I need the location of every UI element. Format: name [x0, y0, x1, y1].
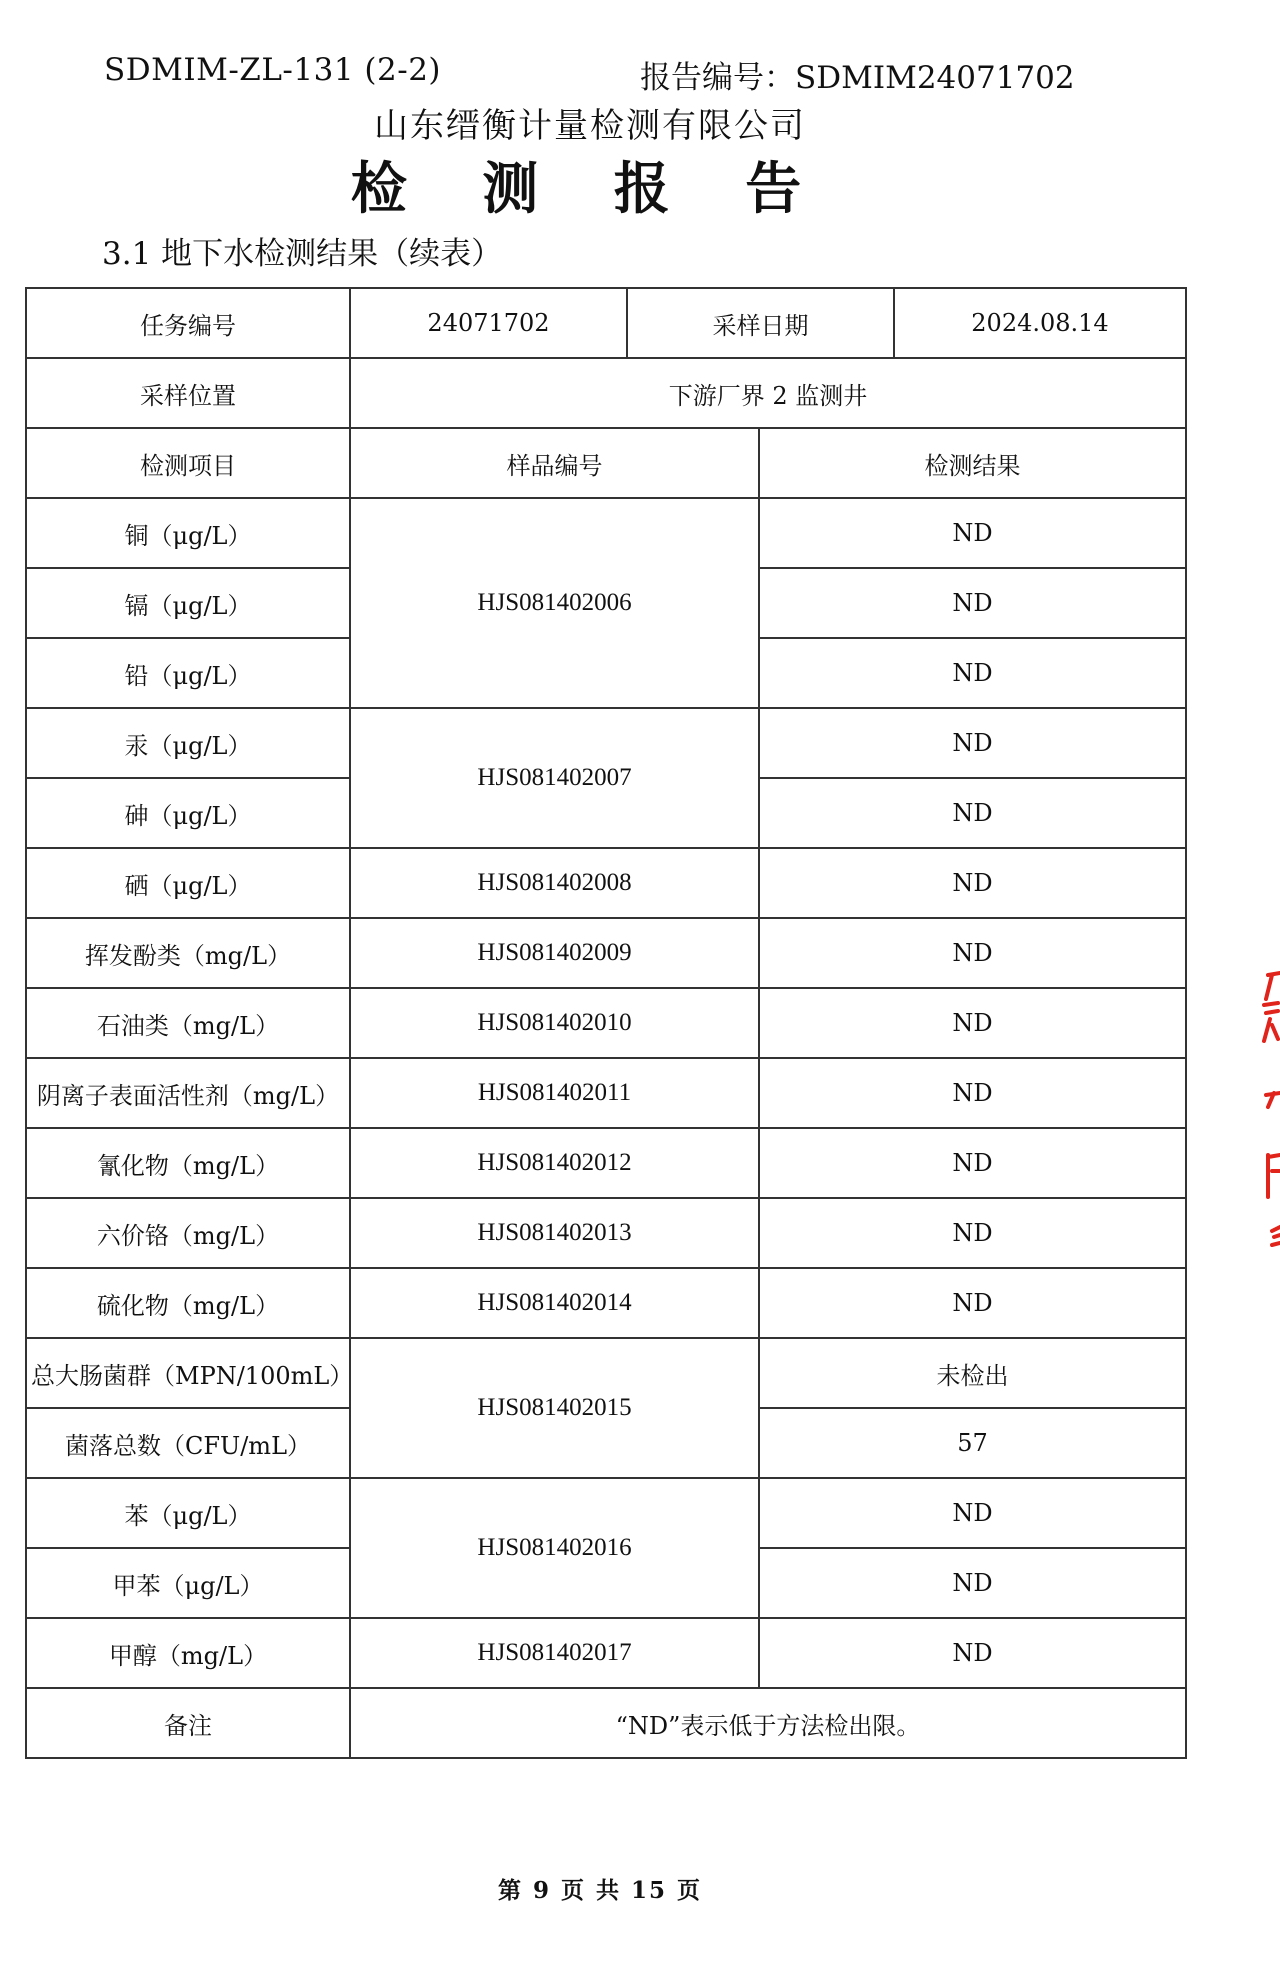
item-cell: 铜（μg/L）	[26, 498, 350, 568]
sample-cell: HJS081402006	[350, 498, 759, 708]
table-row	[26, 1058, 1186, 1128]
result-cell: 未检出	[759, 1338, 1186, 1408]
result-cell: ND	[759, 1058, 1186, 1128]
seal-stamp-fragment	[1254, 965, 1280, 1265]
item-cell: 石油类（mg/L）	[26, 988, 350, 1058]
table-row	[26, 848, 1186, 918]
sample-cell: HJS081402014	[350, 1268, 759, 1338]
remark-text: “ND”表示低于方法检出限。	[350, 1688, 1186, 1758]
item-cell: 甲苯（μg/L）	[26, 1548, 350, 1618]
table-row	[26, 1338, 1186, 1408]
col-item-header: 检测项目	[26, 428, 350, 498]
table-row	[26, 498, 1186, 568]
result-cell: ND	[759, 1128, 1186, 1198]
sample-cell: HJS081402012	[350, 1128, 759, 1198]
item-cell: 苯（μg/L）	[26, 1478, 350, 1548]
table-row	[26, 988, 1186, 1058]
sample-cell: HJS081402017	[350, 1618, 759, 1688]
section-title: 3.1 地下水检测结果（续表）	[102, 236, 503, 272]
sample-cell: HJS081402016	[350, 1478, 759, 1618]
sample-date-label: 采样日期	[627, 288, 894, 358]
result-cell: ND	[759, 568, 1186, 638]
sample-cell: HJS081402011	[350, 1058, 759, 1128]
task-row	[26, 288, 1186, 358]
item-cell: 六价铬（mg/L）	[26, 1198, 350, 1268]
task-no-label: 任务编号	[26, 288, 350, 358]
col-result-header: 检测结果	[759, 428, 1186, 498]
result-cell: ND	[759, 778, 1186, 848]
page-title: 检 测 报 告	[350, 156, 830, 222]
sample-cell: HJS081402009	[350, 918, 759, 988]
remark-row	[26, 1688, 1186, 1758]
item-cell: 铅（μg/L）	[26, 638, 350, 708]
column-header-row	[26, 428, 1186, 498]
task-no: 24071702	[350, 288, 627, 358]
page-footer: 第 9 页 共 15 页	[497, 1877, 703, 1904]
item-cell: 甲醇（mg/L）	[26, 1618, 350, 1688]
results-table	[25, 287, 1187, 1759]
col-sample-header: 样品编号	[350, 428, 759, 498]
item-cell: 阴离子表面活性剂（mg/L）	[26, 1058, 350, 1128]
result-cell: ND	[759, 988, 1186, 1058]
company-name: 山东缙衡计量检测有限公司	[374, 106, 806, 146]
location: 下游厂界 2 监测井	[350, 358, 1186, 428]
result-cell: 57	[759, 1408, 1186, 1478]
item-cell: 镉（μg/L）	[26, 568, 350, 638]
doc-code: SDMIM-ZL-131 (2-2)	[104, 52, 442, 88]
table-row	[26, 1268, 1186, 1338]
sample-cell: HJS081402010	[350, 988, 759, 1058]
result-cell: ND	[759, 1618, 1186, 1688]
sample-cell: HJS081402013	[350, 1198, 759, 1268]
item-cell: 挥发酚类（mg/L）	[26, 918, 350, 988]
report-number-label: 报告编号：	[640, 60, 795, 96]
item-cell: 氰化物（mg/L）	[26, 1128, 350, 1198]
table-row	[26, 1478, 1186, 1548]
result-cell: ND	[759, 1548, 1186, 1618]
report-number	[640, 52, 1075, 97]
item-cell: 总大肠菌群（MPN/100mL）	[26, 1338, 350, 1408]
location-label: 采样位置	[26, 358, 350, 428]
table-row	[26, 1128, 1186, 1198]
result-cell: ND	[759, 918, 1186, 988]
item-cell: 汞（μg/L）	[26, 708, 350, 778]
location-row	[26, 358, 1186, 428]
result-cell: ND	[759, 638, 1186, 708]
result-cell: ND	[759, 1198, 1186, 1268]
result-cell: ND	[759, 848, 1186, 918]
table-row	[26, 918, 1186, 988]
table-row	[26, 1198, 1186, 1268]
result-cell: ND	[759, 708, 1186, 778]
result-cell: ND	[759, 498, 1186, 568]
item-cell: 硒（μg/L）	[26, 848, 350, 918]
report-number-value: SDMIM24071702	[795, 60, 1075, 96]
result-cell: ND	[759, 1268, 1186, 1338]
sample-cell: HJS081402007	[350, 708, 759, 848]
sample-date: 2024.08.14	[894, 288, 1186, 358]
sample-cell: HJS081402008	[350, 848, 759, 918]
item-cell: 菌落总数（CFU/mL）	[26, 1408, 350, 1478]
item-cell: 硫化物（mg/L）	[26, 1268, 350, 1338]
result-cell: ND	[759, 1478, 1186, 1548]
remark-label: 备注	[26, 1688, 350, 1758]
sample-cell: HJS081402015	[350, 1338, 759, 1478]
table-row	[26, 1618, 1186, 1688]
table-row	[26, 708, 1186, 778]
item-cell: 砷（μg/L）	[26, 778, 350, 848]
